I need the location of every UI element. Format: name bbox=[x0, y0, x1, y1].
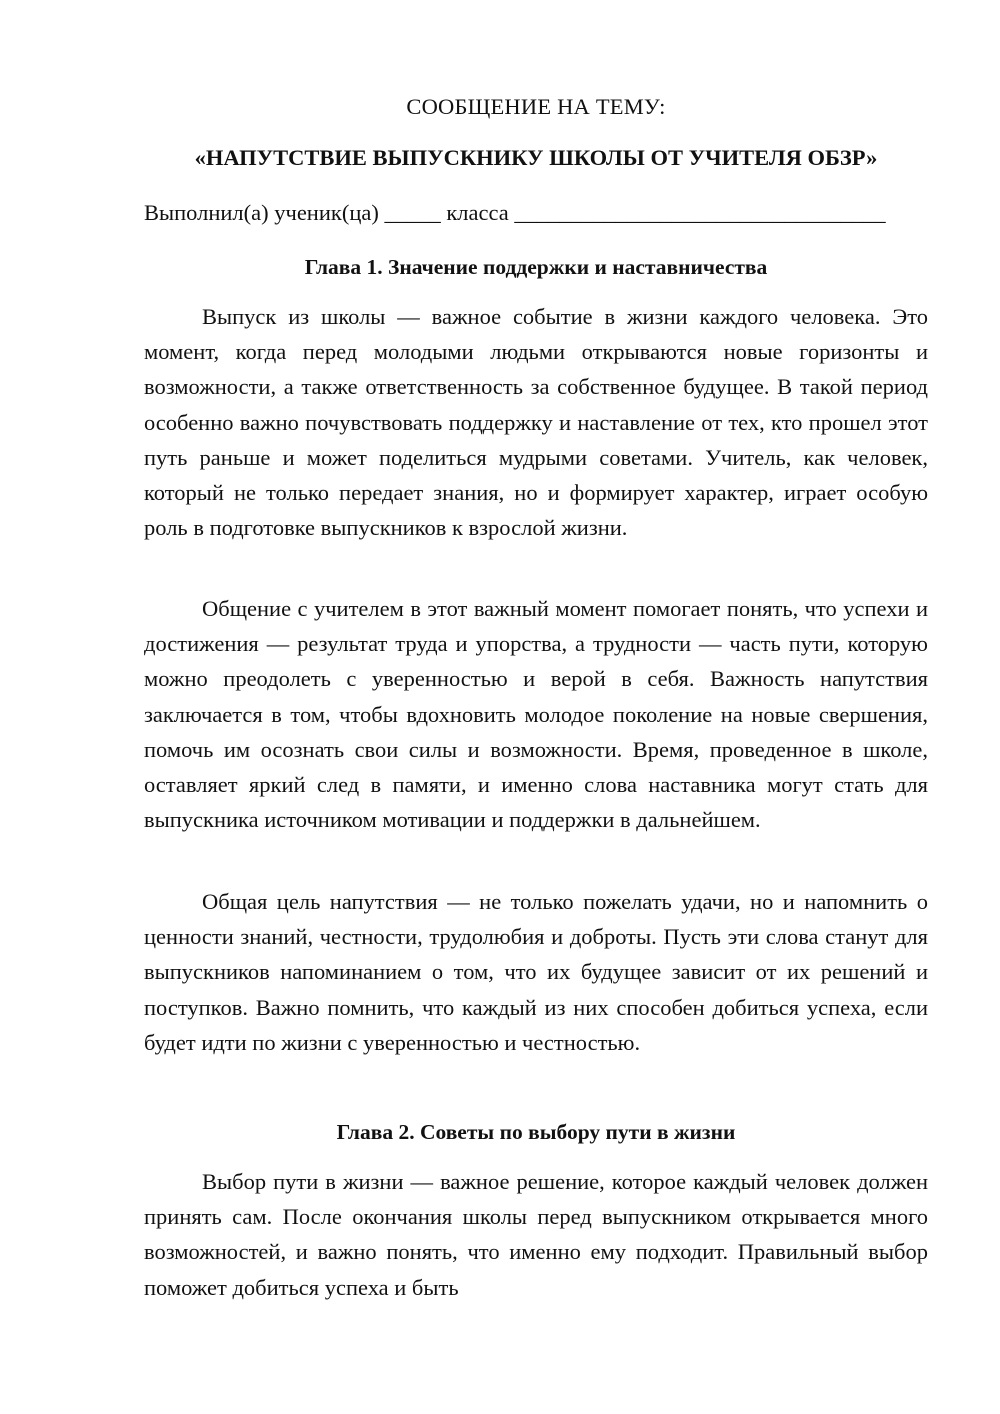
chapter-2-paragraph-1: Выбор пути в жизни — важное решение, которое каждый человек должен принять сам. После окончания школы перед выпускником открывается много возможностей, и важно понять, что именно ему подходит. Правильный выбор поможет добиться успеха и быть bbox=[144, 1169, 928, 1300]
chapter-1-paragraph-1: Выпуск из школы — важное событие в жизни каждого человека. Это момент, когда перед молодыми людьми открываются новые горизонты и возможности, а также ответственность за собственное будущее. В такой период особенно важно почувствовать поддержку и наставление от тех, кто прошел этот путь раньше и может поделиться мудрыми советами. Учитель, как человек, который не только передает знания, но и формирует характер, играет особую роль в подготовке выпускников к взрослой жизни. bbox=[144, 304, 928, 541]
performer-line: Выполнил(а) ученик(ца) _____ класса _________________________________ bbox=[144, 200, 886, 225]
chapter-2-heading: Глава 2. Советы по выбору пути в жизни bbox=[336, 1120, 736, 1144]
document-title: «НАПУТСТВИЕ ВЫПУСКНИКУ ШКОЛЫ ОТ УЧИТЕЛЯ ОБЗР» bbox=[194, 145, 878, 170]
chapter-1-paragraph-2: Общение с учителем в этот важный момент помогает понять, что успехи и достижения — результат труда и упорства, а трудности — часть пути, которую можно преодолеть с уверенностью и верой в себя. Важность напутствия заключается в том, чтобы вдохновить молодое поколение на новые свершения, помочь им осознать свои силы и возможности. Время, проведенное в школе, оставляет яркий след в памяти, и именно слова наставника могут стать для выпускника источником мотивации и поддержки в дальнейшем. bbox=[144, 596, 928, 833]
chapter-1-paragraph-3: Общая цель напутствия — не только пожелать удачи, но и напомнить о ценности знаний, честности, трудолюбия и доброты. Пусть эти слова станут для выпускников напоминанием о том, что их будущее зависит от их решений и поступков. Важно помнить, что каждый из них способен добиться успеха, если будет идти по жизни с уверенностью и честностью. bbox=[144, 889, 928, 1055]
document-topic-label: СООБЩЕНИЕ НА ТЕМУ: bbox=[406, 94, 666, 119]
chapter-1-heading: Глава 1. Значение поддержки и наставничества bbox=[304, 255, 768, 279]
